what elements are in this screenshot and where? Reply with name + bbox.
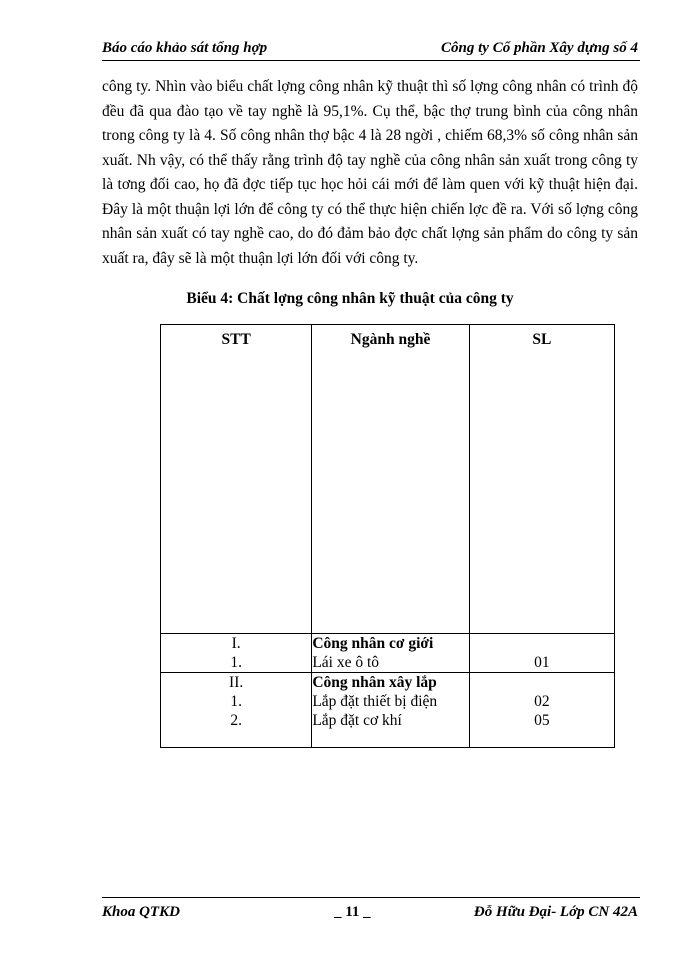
row-name: Lắp đặt thiết bị điện	[312, 693, 438, 710]
page-header	[102, 40, 640, 61]
row-quantity: 05	[534, 712, 550, 729]
row-stt: 1.	[230, 654, 242, 671]
group-title: Công nhân cơ giới	[312, 635, 434, 652]
header-stt: STT	[161, 325, 312, 634]
header-occupation: Ngành nghề	[312, 325, 469, 634]
header-company-name: Công ty Cổ phần Xây dựng số 4	[441, 40, 638, 56]
page-footer	[102, 897, 640, 920]
table-header-row	[161, 325, 615, 634]
group-title: Công nhân xây lắp	[312, 674, 437, 691]
header-report-title: Báo cáo khảo sát tổng hợp	[102, 40, 268, 56]
table-group-row	[161, 673, 615, 748]
table-caption: Biểu 4: Chất lợng công nhân kỹ thuật của công ty	[186, 290, 514, 307]
footer-author: Đỗ Hữu Đại- Lớp CN 42A	[473, 904, 638, 920]
table-group-row	[161, 634, 615, 673]
group-number: II.	[229, 674, 244, 691]
row-stt: 2.	[230, 712, 242, 729]
page-number: _ 11 _	[334, 904, 371, 920]
row-quantity: 01	[534, 654, 550, 671]
row-stt: 1.	[230, 693, 242, 710]
header-quantity: SL	[469, 325, 614, 634]
row-name: Lắp đặt cơ khí	[312, 712, 402, 729]
worker-quality-table	[160, 324, 615, 748]
group-number: I.	[231, 635, 241, 652]
row-quantity: 02	[534, 693, 550, 710]
footer-faculty: Khoa QTKD	[102, 904, 180, 920]
row-name: Lái xe ô tô	[312, 654, 380, 671]
body-paragraph: công ty. Nhìn vào biểu chất lợng công nhân kỹ thuật thì số lợng công nhân có trình độ đều đã qua đào tạo về tay nghề là 95,1%. Cụ thể, bậc thợ trung bình của công nhân trong công ty là 4. Số công nhân thợ bậc 4 là 28 ngời , chiếm 68,3% số công nhân sản xuất. Nh vậy, có thể thấy rằng trình độ tay nghề của công nhân sản xuất trong công ty là tơng đối cao, họ đã đợc tiếp tục học hỏi cái mới để làm quen với kỹ thuật hiện đại. Đây là một thuận lợi lớn để công ty có thể thực hiện chiến lợc đề ra. Với số lợng công nhân sản xuất có tay nghề cao, do đó đảm bảo đợc chất lợng sản phẩm do công ty sản xuất ra, đây sẽ là một thuận lợi lớn đối với công ty.	[102, 78, 638, 267]
